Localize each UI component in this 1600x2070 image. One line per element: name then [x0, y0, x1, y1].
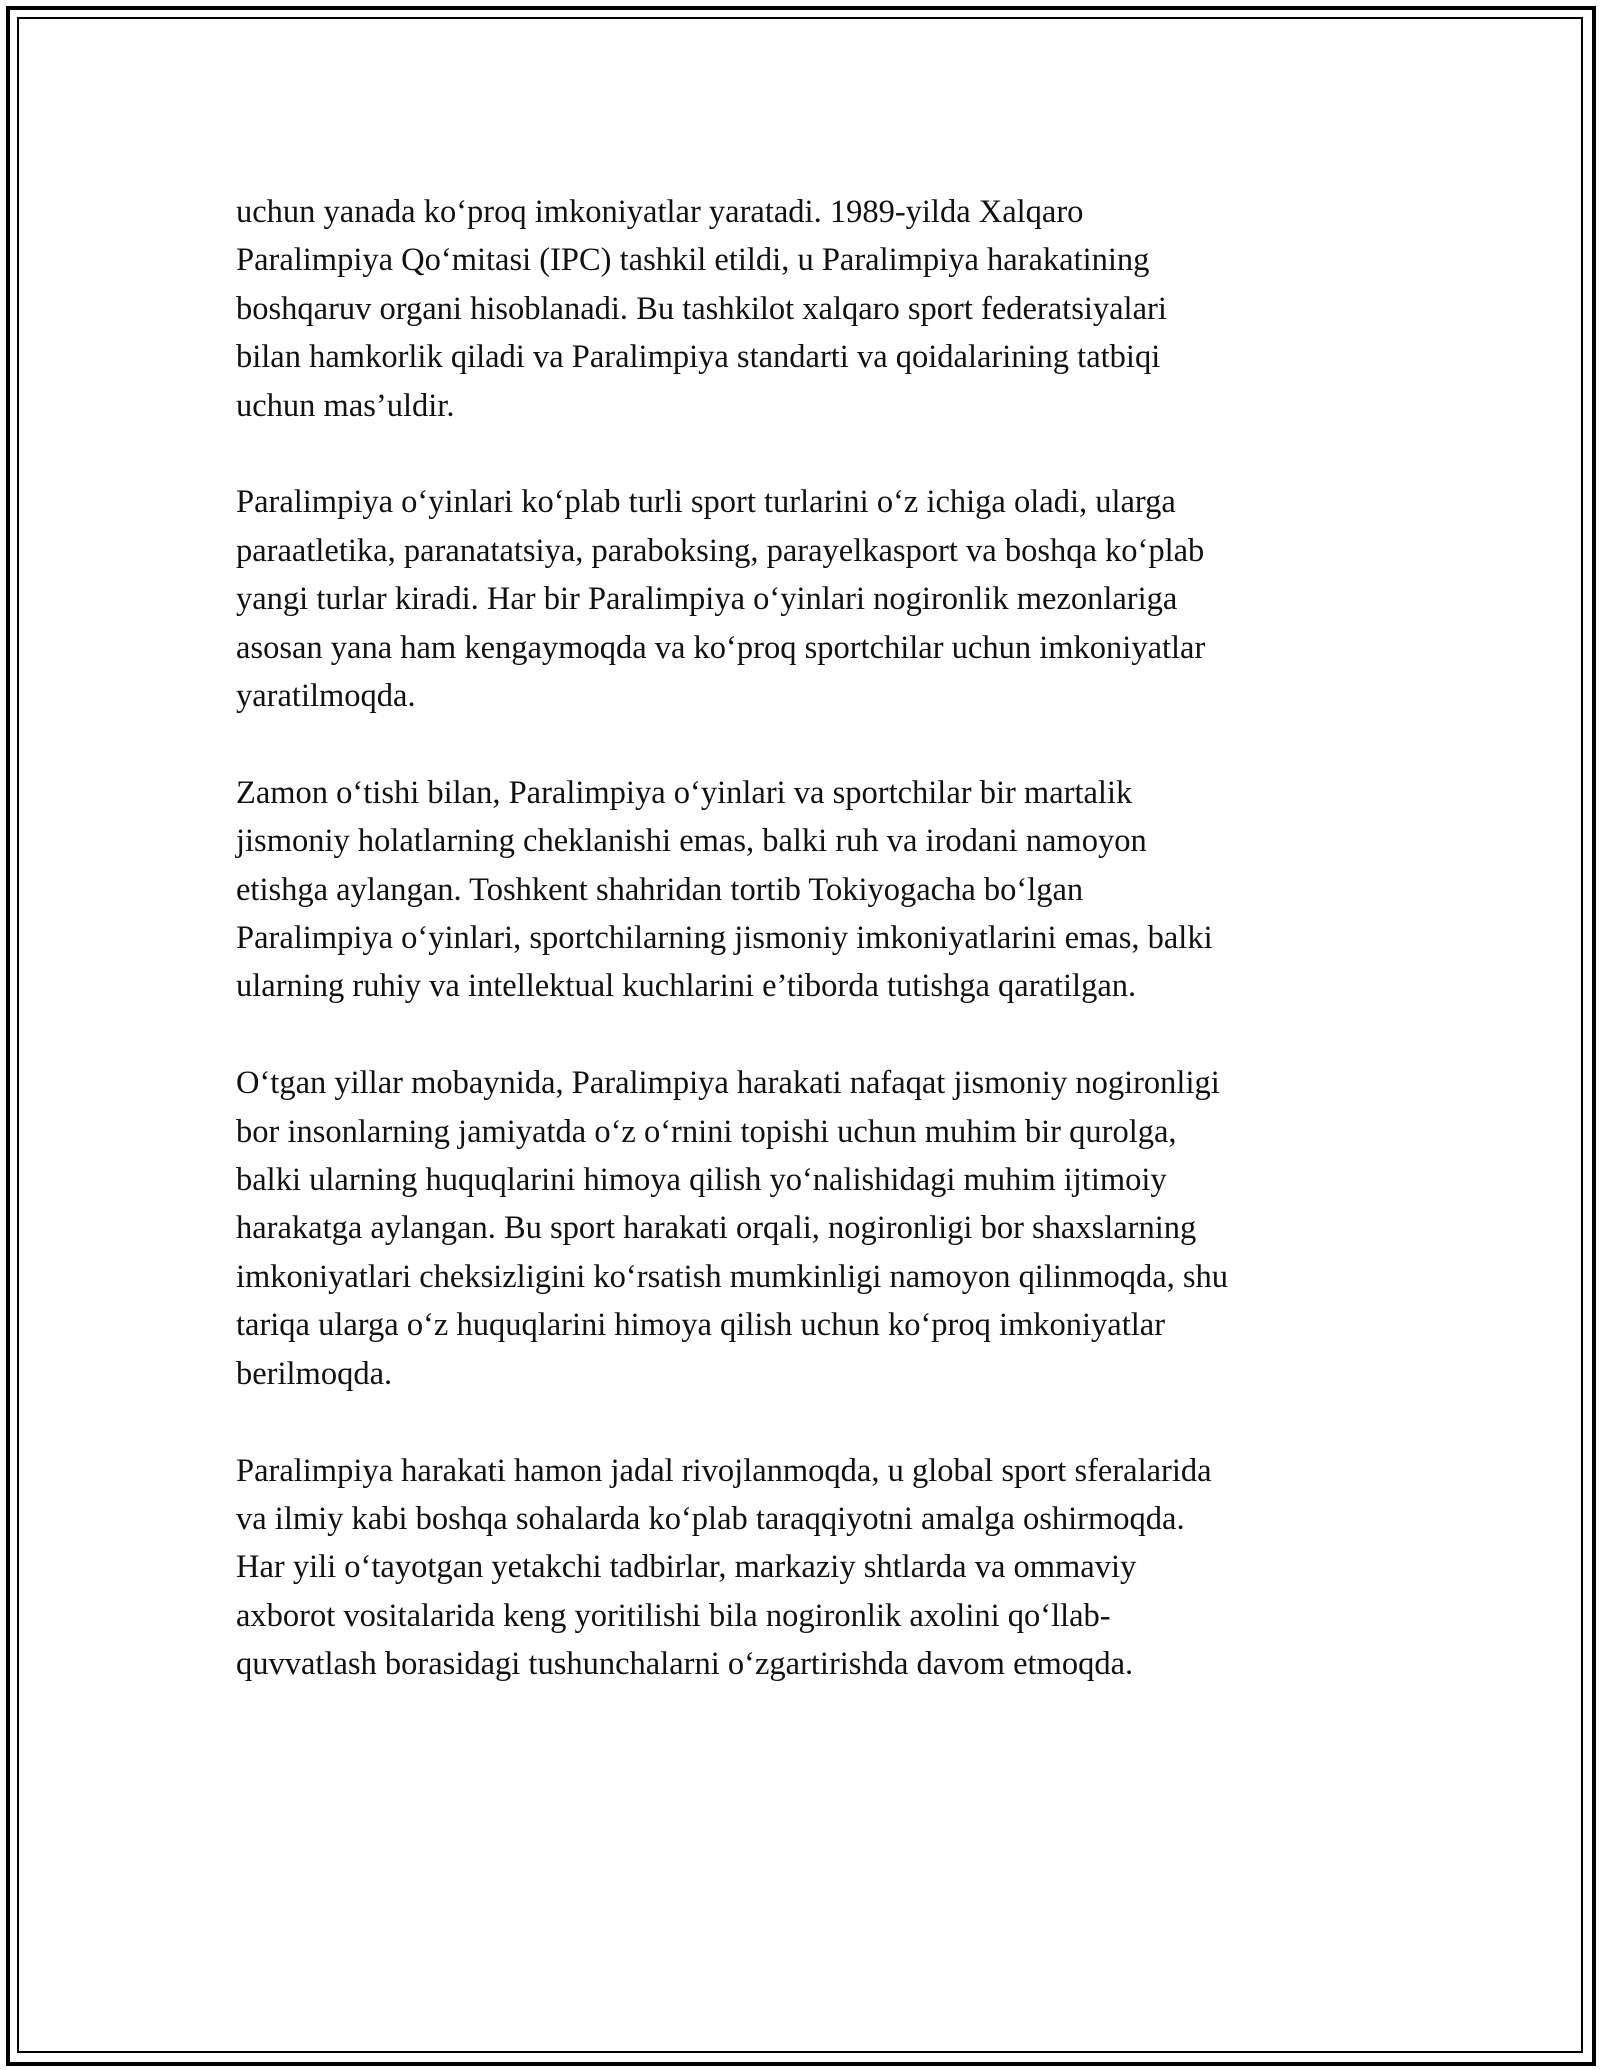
text-line: harakatga aylangan. Bu sport harakati orqali, nogironligi bor shaxslarning: [236, 1210, 1197, 1247]
document-body: [236, 188, 1366, 1737]
paragraph-spirit-and-will: [236, 769, 1366, 1011]
text-line: bilan hamkorlik qiladi va Paralimpiya standarti va qoidalarining tatbiqi: [236, 339, 1161, 376]
text-line: Har yili o‘tayotgan yetakchi tadbirlar, markaziy shtlarda va ommaviy: [236, 1549, 1137, 1586]
paragraph-ipc-founding: [236, 188, 1366, 430]
text-line: bor insonlarning jamiyatda o‘z o‘rnini topishi uchun muhim bir qurolga,: [236, 1113, 1177, 1150]
text-line: axborot vositalarida keng yoritilishi bila nogironlik axolini qo‘llab-: [236, 1597, 1111, 1634]
text-line: yangi turlar kiradi. Har bir Paralimpiya o‘yinlari nogironlik mezonlariga: [236, 581, 1178, 618]
text-line: Zamon o‘tishi bilan, Paralimpiya o‘yinlari va sportchilar bir martalik: [236, 774, 1133, 811]
paragraph-sport-types: [236, 478, 1366, 720]
text-line: Paralimpiya o‘yinlari, sportchilarning jismoniy imkoniyatlarini emas, balki: [236, 920, 1213, 957]
text-line: tariqa ularga o‘z huquqlarini himoya qilish uchun ko‘proq imkoniyatlar: [236, 1307, 1166, 1344]
text-line: balki ularning huquqlarini himoya qilish yo‘nalishidagi muhim ijtimoiy: [236, 1162, 1167, 1199]
text-line: yaratilmoqda.: [236, 678, 416, 715]
paragraph-social-movement: [236, 1059, 1366, 1398]
text-line: boshqaruv organi hisoblanadi. Bu tashkilot xalqaro sport federatsiyalari: [236, 290, 1167, 327]
text-line: ularning ruhiy va intellektual kuchlarini e’tiborda tutishga qaratilgan.: [236, 968, 1137, 1005]
text-line: Paralimpiya o‘yinlari ko‘plab turli sport turlarini o‘z ichiga oladi, ularga: [236, 484, 1176, 521]
text-line: quvvatlash borasidagi tushunchalarni o‘zgartirishda davom etmoqda.: [236, 1646, 1134, 1683]
text-line: paraatletika, paranatatsiya, paraboksing, parayelkasport va boshqa ko‘plab: [236, 532, 1205, 569]
text-line: va ilmiy kabi boshqa sohalarda ko‘plab taraqqiyotni amalga oshirmoqda.: [236, 1500, 1185, 1537]
text-line: Paralimpiya harakati hamon jadal rivojlanmoqda, u global sport sferalarida: [236, 1452, 1212, 1489]
text-line: berilmoqda.: [236, 1355, 393, 1392]
paragraph-ongoing-development: [236, 1447, 1366, 1689]
text-line: imkoniyatlari cheksizligini ko‘rsatish mumkinligi namoyon qilinmoqda, shu: [236, 1258, 1229, 1295]
text-line: uchun mas’uldir.: [236, 387, 455, 424]
text-line: Paralimpiya Qo‘mitasi (IPC) tashkil etildi, u Paralimpiya harakatining: [236, 242, 1150, 279]
text-line: etishga aylangan. Toshkent shahridan tortib Tokiyogacha bo‘lgan: [236, 871, 1084, 908]
text-line: uchun yanada ko‘proq imkoniyatlar yaratadi. 1989-yilda Xalqaro: [236, 194, 1084, 230]
text-line: O‘tgan yillar mobaynida, Paralimpiya harakati nafaqat jismoniy nogironligi: [236, 1065, 1220, 1102]
text-line: jismoniy holatlarning cheklanishi emas, balki ruh va irodani namoyon: [236, 823, 1147, 860]
text-line: asosan yana ham kengaymoqda va ko‘proq sportchilar uchun imkoniyatlar: [236, 629, 1206, 666]
